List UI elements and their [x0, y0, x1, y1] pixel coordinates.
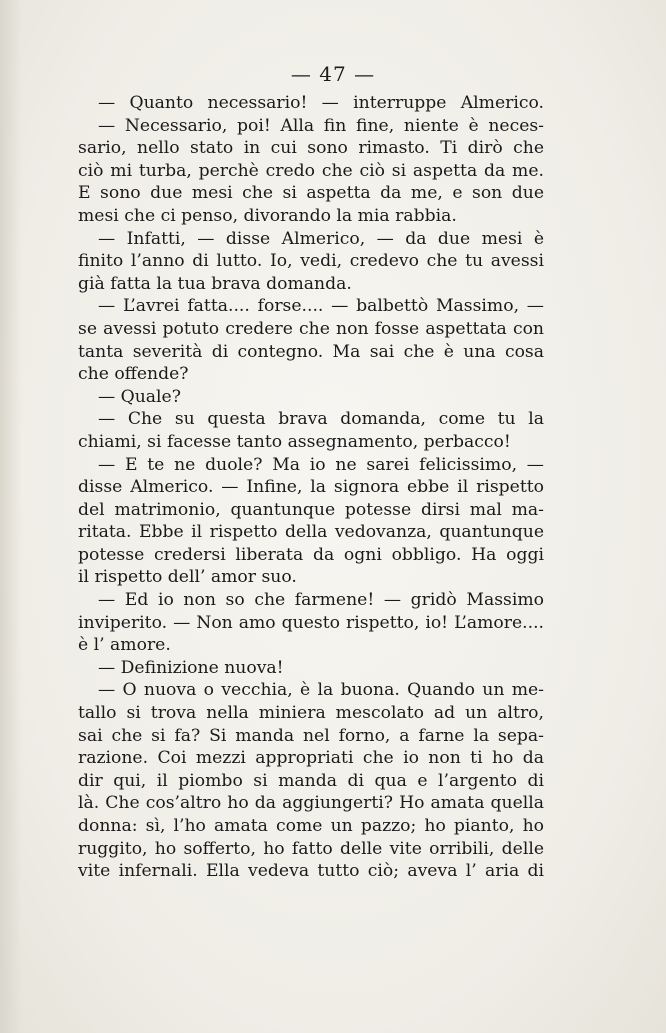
text-line: mesi che ci penso, divorando la mia rabbia.: [78, 205, 457, 226]
text-line: già fatta la tua brava domanda.: [78, 273, 352, 294]
text-line: che offende?: [78, 364, 189, 385]
text-line: ciò mi turba, perchè credo che ciò si aspetta da me.: [78, 160, 544, 181]
text-line: — E te ne duole? Ma io ne sarei felicissimo, —: [98, 454, 544, 475]
text-line: tallo si trova nella miniera mescolato ad un altro,: [78, 703, 544, 724]
text-line: vite infernali. Ella vedeva tutto ciò; aveva l’ aria di: [78, 861, 544, 882]
text-line: ritata. Ebbe il rispetto della vedovanza, quantunque: [78, 522, 544, 543]
text-line: razione. Coi mezzi appropriati che io non ti ho da: [78, 748, 544, 769]
text-line: — Infatti, — disse Almerico, — da due mesi è: [98, 228, 544, 249]
text-line: inviperito. — Non amo questo rispetto, io! L’amore....: [78, 612, 544, 633]
page-number: — 47 —: [290, 62, 376, 86]
text-line: sario, nello stato in cui sono rimasto. Ti dirò che: [78, 138, 544, 159]
body-text: [78, 92, 544, 883]
text-line: — L’avrei fatta.... forse.... — balbettò Massimo, —: [98, 296, 544, 317]
text-line: là. Che cos’altro ho da aggiungerti? Ho amata quella: [78, 793, 544, 814]
text-line: sai che si fa? Si manda nel forno, a farne la sepa-: [78, 725, 544, 746]
text-line: chiami, si facesse tanto assegnamento, perbacco!: [78, 431, 511, 452]
text-line: — Ed io non so che farmene! — gridò Massimo: [98, 590, 544, 611]
text-line: tanta severità di contegno. Ma sai che è una cosa: [78, 341, 544, 362]
text-line: potesse credersi liberata da ogni obbligo. Ha oggi: [78, 544, 544, 565]
text-line: del matrimonio, quantunque potesse dirsi mal ma-: [78, 499, 544, 520]
text-line: — Necessario, poi! Alla fin fine, niente è neces-: [98, 115, 544, 136]
text-line: — Quanto necessario! — interruppe Almerico.: [98, 93, 544, 113]
text-line: E sono due mesi che si aspetta da me, e son due: [78, 183, 544, 204]
text-line: dir qui, il piombo si manda di qua e l’argento di: [78, 770, 544, 791]
text-line: — Che su questa brava domanda, come tu la: [98, 409, 544, 430]
text-line: — Quale?: [98, 386, 181, 407]
text-line: finito l’anno di lutto. Io, vedi, credevo che tu avessi: [78, 251, 544, 272]
text-line: donna: sì, l’ho amata come un pazzo; ho pianto, ho: [78, 816, 544, 836]
text-line: ruggito, ho sofferto, ho fatto delle vite orribili, delle: [78, 838, 544, 859]
text-line: disse Almerico. — Infine, la signora ebbe il rispetto: [78, 477, 544, 498]
text-line: il rispetto dell’ amor suo.: [78, 567, 297, 588]
page-gutter-shadow: [0, 0, 22, 1033]
text-line: se avessi potuto credere che non fosse aspettata con: [78, 318, 544, 339]
text-line: — O nuova o vecchia, è la buona. Quando un me-: [98, 680, 544, 701]
text-line: — Definizione nuova!: [98, 657, 284, 678]
text-line: è l’ amore.: [78, 635, 171, 656]
